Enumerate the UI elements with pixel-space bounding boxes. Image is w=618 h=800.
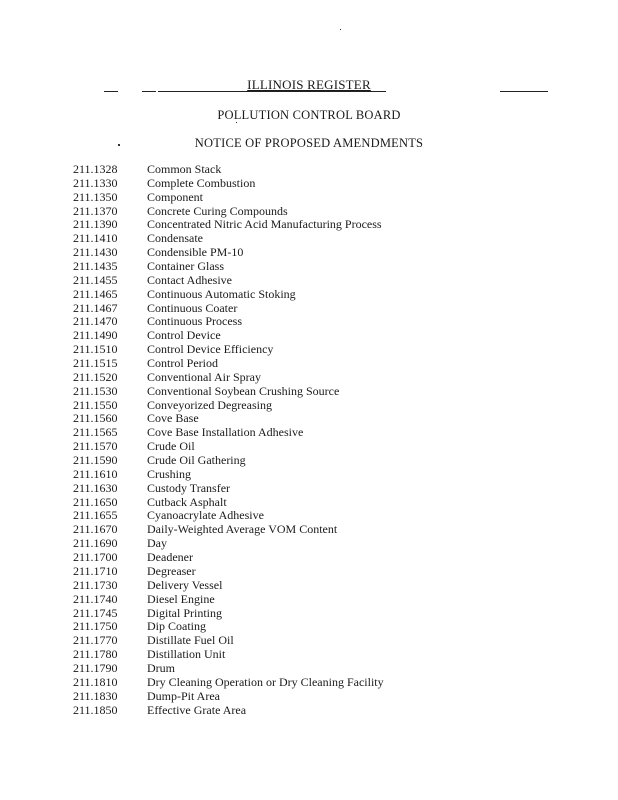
section-number: 211.1570: [73, 439, 118, 454]
defined-term: Custody Transfer: [147, 480, 231, 495]
section-number: 211.1330: [73, 175, 118, 190]
section-number: 211.1780: [73, 647, 118, 662]
defined-term: Control Device Efficiency: [147, 342, 274, 357]
section-number: 211.1465: [73, 286, 118, 301]
section-number: 211.1690: [73, 536, 118, 551]
definition-row: [73, 496, 573, 510]
definition-row: [73, 607, 573, 621]
definition-row: [73, 690, 573, 704]
section-number: 211.1750: [73, 619, 118, 634]
defined-term: Cyanoacrylate Adhesive: [147, 508, 264, 523]
definition-row: [73, 593, 573, 607]
definition-row: [73, 399, 573, 413]
section-number: 211.1745: [73, 605, 118, 620]
section-number: 211.1830: [73, 688, 118, 703]
scan-speck: [340, 29, 341, 30]
defined-term: Distillation Unit: [147, 647, 226, 662]
defined-term: Condensate: [147, 231, 203, 246]
definition-row: [73, 523, 573, 537]
definition-row: [73, 482, 573, 496]
defined-term: Control Period: [147, 356, 218, 371]
section-number: 211.1590: [73, 453, 118, 468]
defined-term: Concentrated Nitric Acid Manufacturing Process: [147, 217, 382, 232]
definition-row: [73, 343, 573, 357]
defined-term: Continuous Process: [147, 314, 243, 329]
definition-row: [73, 704, 573, 718]
section-number: 211.1510: [73, 342, 118, 357]
defined-term: Dump-Pit Area: [147, 688, 220, 703]
definition-row: [73, 579, 573, 593]
section-number: 211.1410: [73, 231, 118, 246]
definition-row: [73, 246, 573, 260]
defined-term: Crude Oil Gathering: [147, 453, 246, 468]
section-number: 211.1655: [73, 508, 118, 523]
defined-term: Component: [147, 189, 203, 204]
definition-row: [73, 260, 573, 274]
defined-term: Conveyorized Degreasing: [147, 397, 272, 412]
defined-term: Dip Coating: [147, 619, 206, 634]
section-number: 211.1730: [73, 577, 118, 592]
section-number: 211.1515: [73, 356, 118, 371]
section-number: 211.1455: [73, 272, 118, 287]
defined-term: Crude Oil: [147, 439, 195, 454]
definition-row: [73, 385, 573, 399]
defined-term: Container Glass: [147, 259, 224, 274]
definitions-list: [73, 163, 573, 717]
definition-row: [73, 676, 573, 690]
defined-term: Diesel Engine: [147, 591, 215, 606]
definition-row: [73, 620, 573, 634]
definition-row: [73, 329, 573, 343]
section-number: 211.1490: [73, 328, 118, 343]
notice-title: NOTICE OF PROPOSED AMENDMENTS: [194, 136, 424, 150]
definition-row: [73, 274, 573, 288]
definition-row: [73, 440, 573, 454]
definition-row: [73, 509, 573, 523]
definition-row: [73, 218, 573, 232]
definition-row: [73, 551, 573, 565]
defined-term: Crushing: [147, 466, 192, 481]
defined-term: Daily-Weighted Average VOM Content: [147, 522, 338, 537]
definition-row: [73, 205, 573, 219]
section-number: 211.1565: [73, 425, 118, 440]
definition-row: [73, 662, 573, 676]
definition-row: [73, 634, 573, 648]
defined-term: Cutback Asphalt: [147, 494, 227, 509]
defined-term: Dry Cleaning Operation or Dry Cleaning Facility: [147, 674, 384, 689]
header-rule: [158, 91, 386, 92]
section-number: 211.1650: [73, 494, 118, 509]
section-number: 211.1520: [73, 369, 118, 384]
section-number: 211.1770: [73, 633, 118, 648]
definition-row: [73, 191, 573, 205]
section-number: 211.1710: [73, 563, 118, 578]
section-number: 211.1790: [73, 660, 118, 675]
section-number: 211.1740: [73, 591, 118, 606]
defined-term: Digital Printing: [147, 605, 222, 620]
header-rule: [104, 91, 118, 92]
definition-row: [73, 426, 573, 440]
definition-row: [73, 302, 573, 316]
definition-row: [73, 565, 573, 579]
section-number: 211.1610: [73, 466, 118, 481]
section-number: 211.1467: [73, 300, 118, 315]
definition-row: [73, 468, 573, 482]
board-title: POLLUTION CONTROL BOARD: [217, 108, 401, 122]
definition-row: [73, 357, 573, 371]
defined-term: Common Stack: [147, 162, 222, 176]
defined-term: Delivery Vessel: [147, 577, 223, 592]
section-number: 211.1560: [73, 411, 118, 426]
section-number: 211.1470: [73, 314, 118, 329]
definition-row: [73, 288, 573, 302]
section-number: 211.1530: [73, 383, 118, 398]
defined-term: Deadener: [147, 550, 193, 565]
defined-term: Continuous Automatic Stoking: [147, 286, 296, 301]
defined-term: Conventional Air Spray: [147, 369, 261, 384]
section-number: 211.1850: [73, 702, 118, 717]
definition-row: [73, 232, 573, 246]
defined-term: Concrete Curing Compounds: [147, 203, 288, 218]
defined-term: Continuous Coater: [147, 300, 238, 315]
header-rule: [142, 91, 156, 92]
defined-term: Control Device: [147, 328, 221, 343]
definition-row: [73, 454, 573, 468]
definition-row: [73, 371, 573, 385]
definition-row: [73, 163, 573, 177]
header-rule: [500, 91, 548, 92]
defined-term: Degreaser: [147, 563, 196, 578]
section-number: 211.1670: [73, 522, 118, 537]
defined-term: Cove Base Installation Adhesive: [147, 425, 304, 440]
section-number: 211.1370: [73, 203, 118, 218]
section-number: 211.1328: [73, 162, 118, 176]
section-number: 211.1430: [73, 245, 118, 260]
defined-term: Drum: [147, 660, 175, 675]
definition-row: [73, 648, 573, 662]
register-title: ILLINOIS REGISTER: [247, 77, 371, 92]
defined-term: Effective Grate Area: [147, 702, 247, 717]
section-number: 211.1700: [73, 550, 118, 565]
section-number: 211.1350: [73, 189, 118, 204]
definition-row: [73, 177, 573, 191]
section-number: 211.1435: [73, 259, 118, 274]
defined-term: Complete Combustion: [147, 175, 256, 190]
defined-term: Condensible PM-10: [147, 245, 244, 260]
defined-term: Contact Adhesive: [147, 272, 232, 287]
defined-term: Conventional Soybean Crushing Source: [147, 383, 340, 398]
defined-term: Day: [147, 536, 167, 551]
definition-row: [73, 412, 573, 426]
defined-term: Cove Base: [147, 411, 199, 426]
definition-row: [73, 315, 573, 329]
defined-term: Distillate Fuel Oil: [147, 633, 234, 648]
section-number: 211.1550: [73, 397, 118, 412]
definition-row: [73, 537, 573, 551]
section-number: 211.1390: [73, 217, 118, 232]
section-number: 211.1810: [73, 674, 118, 689]
section-number: 211.1630: [73, 480, 118, 495]
